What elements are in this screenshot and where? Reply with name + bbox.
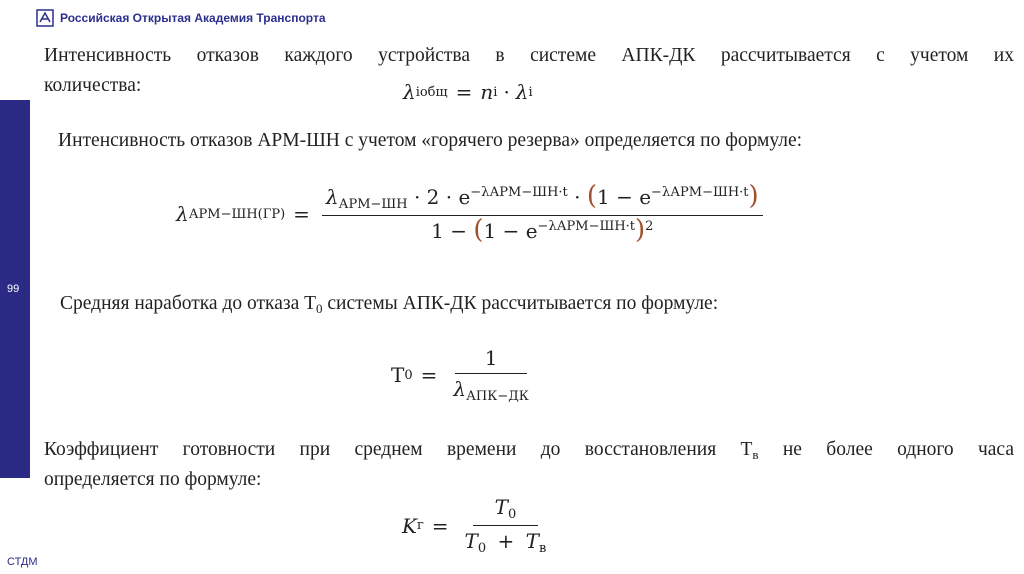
paragraph-4-line-1: Коэффициент готовности при среднем времени до восстановления $Т_в$ не более одного часа — [44, 439, 1014, 462]
footer-label: СТДМ — [7, 556, 38, 568]
formula-lambda-total: λ i общ = n i · λ i — [403, 80, 533, 104]
slide-number: 99 — [7, 283, 20, 295]
academy-logo-icon — [36, 9, 54, 27]
paragraph-2: Интенсивность отказов АРМ-ШН с учетом «горячего резерва» определяется по формуле: — [58, 130, 803, 151]
formula-availability-coefficient: K г = $\frac{T_0}{T_0 + T_в}$ — [402, 495, 547, 556]
formula-arm-shn-hot-reserve: λ АРМ−ШН(ГР) = $\lambda_{АРМ-ШН} \cdot 2 \cdot e^{-\lambda АРМ-ШН\cdot t} \cdot (1 - e^{-\lambda АРМ-ШН\cdot t})$ $1 - (1 - e^{-\lambda АРМ-ШН\cdot t})^2$ — [176, 185, 767, 243]
paragraph-1-line-1: Интенсивность отказов каждого устройства в системе АПК-ДК рассчитывается с учетом их — [44, 45, 1014, 66]
header — [36, 6, 326, 30]
paragraph-3: Средняя наработка до отказа $Т_0$ системы АПК-ДК рассчитывается по формуле: — [60, 293, 719, 316]
paragraph-4-line-2: определяется по формуле: — [44, 469, 262, 490]
org-name: Российская Открытая Академия Транспорта — [60, 11, 326, 25]
paragraph-1-line-2: количества: — [44, 75, 142, 96]
formula-mean-time-to-failure: Т 0 = $\frac{1}{\lambda_{АПК-ДК}}$ — [391, 346, 529, 404]
